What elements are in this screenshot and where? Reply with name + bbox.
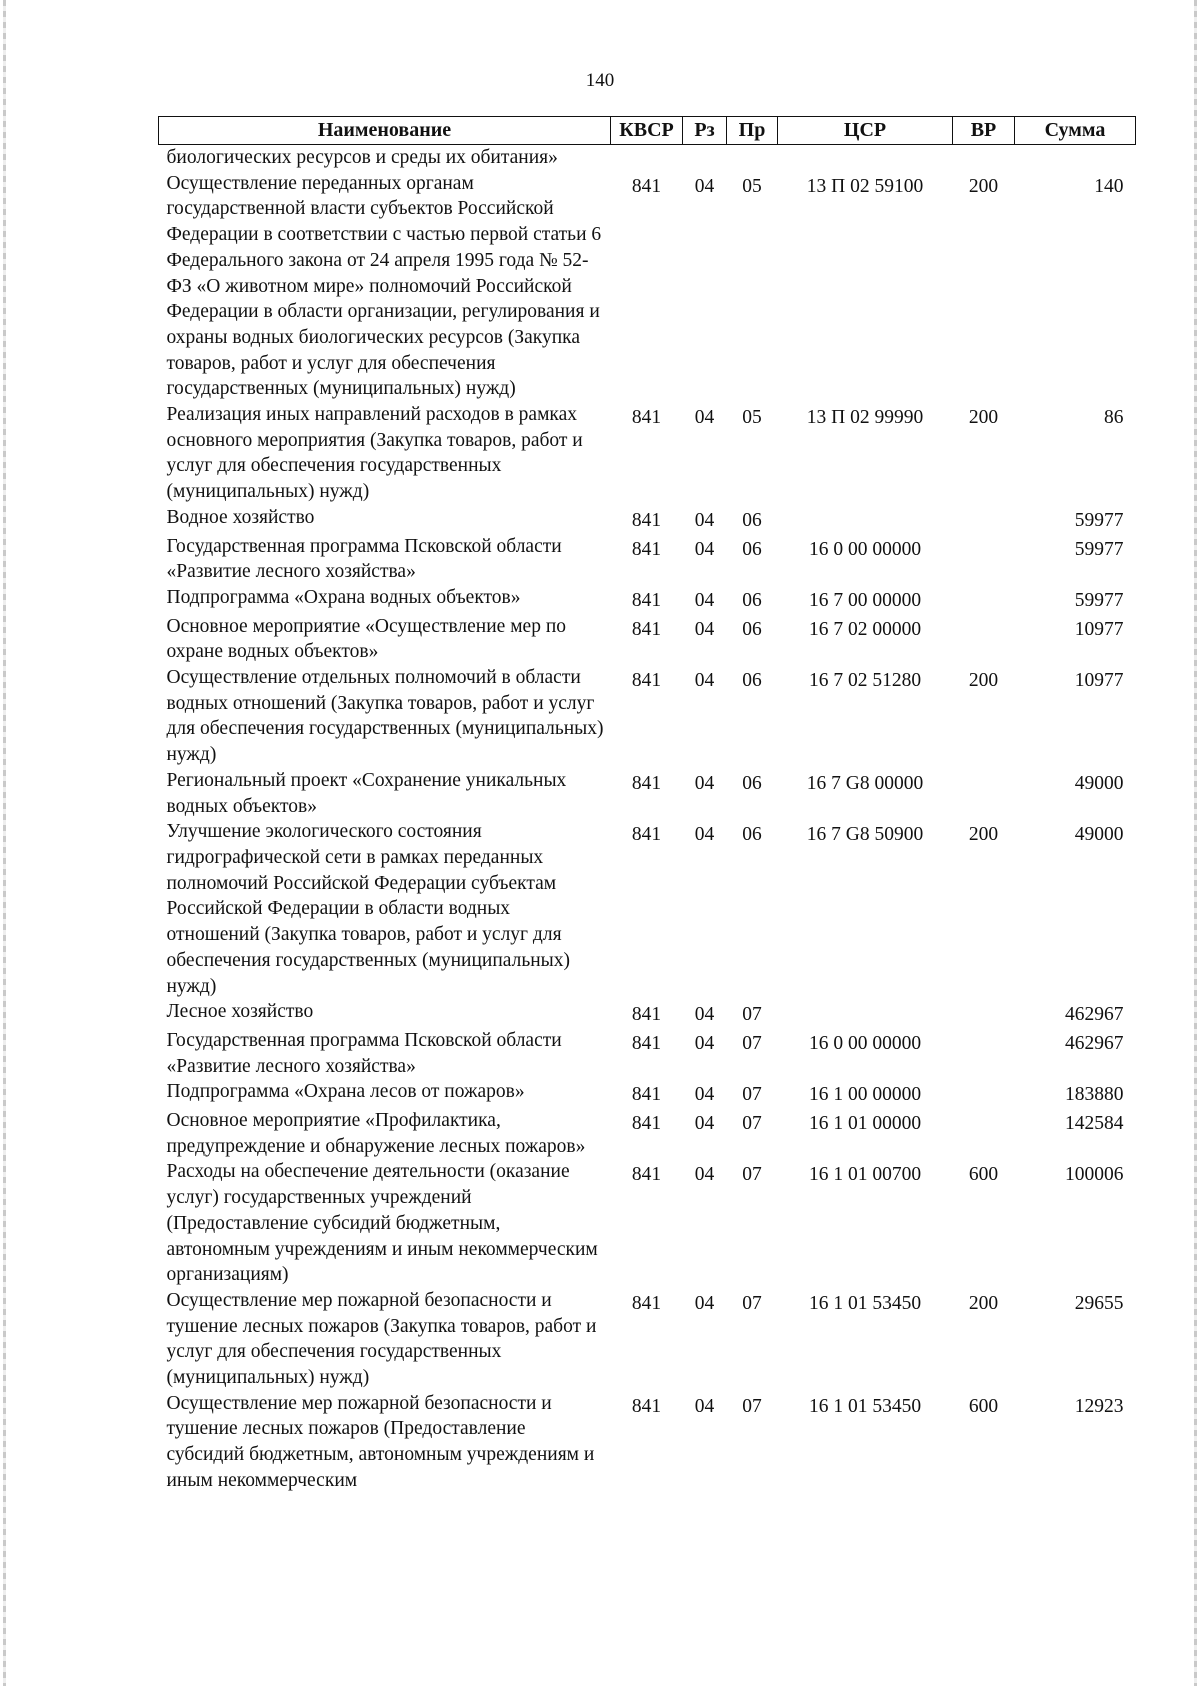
cell-kvsr: 841 xyxy=(631,618,662,640)
cell-kvsr: 841 xyxy=(631,670,662,692)
table-row xyxy=(159,768,1136,819)
cell-name: Основное мероприятие «Профилактика, предупреждение и обнаружение лесных пожаров» xyxy=(166,1110,586,1157)
table-row xyxy=(159,1079,1136,1108)
cell-csr: 13 П 02 99990 xyxy=(806,407,924,429)
cell-pr xyxy=(727,145,778,171)
cell-name: Лесное хозяйство xyxy=(166,1001,314,1023)
cell-vr: 200 xyxy=(968,175,999,197)
cell-vr xyxy=(953,1108,1015,1159)
header-vr: ВР xyxy=(953,117,1015,145)
cell-kvsr: 841 xyxy=(631,1292,662,1314)
cell-pr: 05 xyxy=(742,175,762,197)
cell-kvsr: 841 xyxy=(631,772,662,794)
cell-rz: 04 xyxy=(694,670,715,692)
cell-kvsr: 841 xyxy=(631,824,662,846)
table-row xyxy=(159,1159,1136,1288)
scan-edge-left xyxy=(3,0,6,1686)
cell-name: Улучшение экологического состояния гидрографической сети в рамках переданных полномочий Российской Федерации субъектам Российской Федерации в области водных отношений (Закупка товаров, работ и услуг для обеспечения государственных (муниципальных) нужд) xyxy=(166,821,571,997)
cell-kvsr: 841 xyxy=(631,1004,662,1026)
cell-pr: 05 xyxy=(742,407,762,429)
cell-name: Государственная программа Псковской области «Развитие лесного хозяйства» xyxy=(166,535,562,583)
cell-kvsr: 841 xyxy=(631,589,662,611)
cell-sum: 10977 xyxy=(1074,618,1124,640)
cell-sum: 140 xyxy=(1094,175,1124,197)
table-row xyxy=(159,614,1136,665)
cell-sum: 49000 xyxy=(1074,772,1124,794)
cell-sum: 59977 xyxy=(1074,509,1124,531)
cell-rz: 04 xyxy=(694,589,715,611)
cell-pr: 06 xyxy=(742,824,762,846)
table-row xyxy=(159,819,1136,999)
table-row xyxy=(159,505,1136,534)
cell-rz: 04 xyxy=(694,175,715,197)
header-csr: ЦСР xyxy=(778,117,953,145)
cell-name: Водное хозяйство xyxy=(166,506,315,528)
cell-vr xyxy=(953,999,1015,1028)
cell-vr: 200 xyxy=(968,824,999,846)
cell-rz xyxy=(683,145,727,171)
cell-rz: 04 xyxy=(694,1164,715,1186)
cell-rz: 04 xyxy=(694,509,715,531)
header-sum: Сумма xyxy=(1015,117,1136,145)
cell-name: Подпрограмма «Охрана водных объектов» xyxy=(166,586,521,608)
cell-pr: 06 xyxy=(742,772,762,794)
cell-name: Государственная программа Псковской области «Развитие лесного хозяйства» xyxy=(166,1029,562,1077)
cell-csr xyxy=(778,999,953,1028)
cell-csr: 16 7 02 51280 xyxy=(808,670,922,692)
cell-vr xyxy=(953,1079,1015,1108)
cell-csr: 16 7 G8 00000 xyxy=(806,772,924,794)
cell-kvsr: 841 xyxy=(631,1113,662,1135)
cell-vr xyxy=(953,145,1015,171)
cell-rz: 04 xyxy=(694,407,715,429)
cell-name: Подпрограмма «Охрана лесов от пожаров» xyxy=(166,1081,525,1103)
cell-pr: 07 xyxy=(742,1004,762,1026)
cell-vr xyxy=(953,585,1015,614)
cell-pr: 07 xyxy=(742,1395,762,1417)
cell-csr xyxy=(778,145,953,171)
table-row xyxy=(159,665,1136,768)
cell-kvsr: 841 xyxy=(631,1395,662,1417)
cell-csr: 16 0 00 00000 xyxy=(808,538,922,560)
header-rz: Рз xyxy=(683,117,727,145)
cell-pr: 06 xyxy=(742,670,762,692)
cell-rz: 04 xyxy=(694,1113,715,1135)
cell-pr: 06 xyxy=(742,618,762,640)
cell-vr: 200 xyxy=(968,1292,999,1314)
cell-csr: 13 П 02 59100 xyxy=(806,175,924,197)
cell-name: Осуществление мер пожарной безопасности и тушение лесных пожаров (Предоставление субсидий бюджетным, автономным учреждениям и иным некоммерческим xyxy=(166,1392,595,1491)
cell-sum: 183880 xyxy=(1065,1084,1124,1106)
cell-kvsr: 841 xyxy=(631,1084,662,1106)
budget-table xyxy=(158,116,1136,1494)
cell-vr: 200 xyxy=(968,407,999,429)
cell-sum: 462967 xyxy=(1065,1004,1124,1026)
cell-rz: 04 xyxy=(694,618,715,640)
cell-vr xyxy=(953,1028,1015,1079)
table-row xyxy=(159,145,1136,171)
cell-csr: 16 1 00 00000 xyxy=(808,1084,922,1106)
cell-sum: 100006 xyxy=(1065,1164,1124,1186)
cell-name: Основное мероприятие «Осуществление мер по охране водных объектов» xyxy=(166,615,567,663)
cell-rz: 04 xyxy=(694,772,715,794)
cell-csr: 16 1 01 53450 xyxy=(808,1292,922,1314)
cell-name: Осуществление переданных органам государственной власти субъектов Российской Федерации в соответствии с частью первой статьи 6 Федерального закона от 24 апреля 1995 года № 52-ФЗ «О животном мире» полномочий Российской Федерации в области организации, регулирования и охраны водных биологических ресурсов (Закупка товаров, работ и услуг для обеспечения государственных (муниципальных) нужд) xyxy=(166,172,602,400)
cell-pr: 07 xyxy=(742,1164,762,1186)
cell-kvsr xyxy=(611,145,683,171)
cell-sum xyxy=(1015,145,1136,171)
cell-vr xyxy=(953,614,1015,665)
cell-sum: 462967 xyxy=(1065,1032,1124,1054)
cell-pr: 06 xyxy=(742,538,762,560)
cell-pr: 07 xyxy=(742,1113,762,1135)
cell-pr: 07 xyxy=(742,1084,762,1106)
cell-sum: 12923 xyxy=(1074,1395,1124,1417)
cell-vr: 200 xyxy=(968,670,999,692)
cell-pr: 06 xyxy=(742,509,762,531)
cell-kvsr: 841 xyxy=(631,538,662,560)
table-row xyxy=(159,999,1136,1028)
cell-kvsr: 841 xyxy=(631,1164,662,1186)
header-pr: Пр xyxy=(727,117,778,145)
table-body xyxy=(159,145,1136,1494)
header-name: Наименование xyxy=(159,117,611,145)
cell-vr: 600 xyxy=(968,1395,999,1417)
cell-sum: 10977 xyxy=(1074,670,1124,692)
table-row xyxy=(159,402,1136,505)
cell-rz: 04 xyxy=(694,538,715,560)
cell-kvsr: 841 xyxy=(631,509,662,531)
header-kvsr: КВСР xyxy=(611,117,683,145)
cell-sum: 86 xyxy=(1104,407,1124,429)
cell-vr: 600 xyxy=(968,1164,999,1186)
cell-vr xyxy=(953,505,1015,534)
page-number: 140 xyxy=(585,70,615,91)
table-row xyxy=(159,1391,1136,1494)
cell-name: Осуществление мер пожарной безопасности и тушение лесных пожаров (Закупка товаров, работ и услуг для обеспечения государственных (муниципальных) нужд) xyxy=(166,1289,597,1389)
cell-sum: 49000 xyxy=(1074,824,1124,846)
cell-name: Реализация иных направлений расходов в рамках основного мероприятия (Закупка товаров, работ и услуг для обеспечения государственных (муниципальных) нужд) xyxy=(166,404,583,503)
cell-csr: 16 7 G8 50900 xyxy=(806,824,924,846)
cell-rz: 04 xyxy=(694,1395,715,1417)
cell-csr xyxy=(778,505,953,534)
cell-rz: 04 xyxy=(694,824,715,846)
table-row xyxy=(159,1028,1136,1079)
cell-name: Осуществление отдельных полномочий в области водных отношений (Закупка товаров, работ и услуг для обеспечения государственных (муниципальных) нужд) xyxy=(166,667,604,766)
cell-csr: 16 0 00 00000 xyxy=(808,1032,922,1054)
cell-name: Региональный проект «Сохранение уникальных водных объектов» xyxy=(166,769,567,817)
cell-name: Расходы на обеспечение деятельности (оказание услуг) государственных учреждений (Предоставление субсидий бюджетным, автономным учреждениям и иным некоммерческим организациям) xyxy=(166,1161,598,1286)
table-row xyxy=(159,585,1136,614)
table-row xyxy=(159,1108,1136,1159)
cell-vr xyxy=(953,534,1015,585)
cell-kvsr: 841 xyxy=(631,407,662,429)
scan-edge-right xyxy=(1194,0,1197,1686)
cell-name: биологических ресурсов и среды их обитания» xyxy=(166,147,558,168)
cell-csr: 16 7 00 00000 xyxy=(808,589,922,611)
cell-pr: 07 xyxy=(742,1032,762,1054)
cell-kvsr: 841 xyxy=(631,1032,662,1054)
cell-rz: 04 xyxy=(694,1032,715,1054)
table-row xyxy=(159,1288,1136,1391)
cell-sum: 59977 xyxy=(1074,589,1124,611)
cell-rz: 04 xyxy=(694,1004,715,1026)
cell-csr: 16 1 01 53450 xyxy=(808,1395,922,1417)
cell-kvsr: 841 xyxy=(631,175,662,197)
table-row xyxy=(159,534,1136,585)
cell-vr xyxy=(953,768,1015,819)
table-header-row xyxy=(159,117,1136,145)
cell-sum: 29655 xyxy=(1074,1292,1124,1314)
cell-csr: 16 1 01 00000 xyxy=(808,1113,922,1135)
table-row xyxy=(159,171,1136,402)
cell-sum: 59977 xyxy=(1074,538,1124,560)
cell-sum: 142584 xyxy=(1065,1113,1124,1135)
cell-csr: 16 1 01 00700 xyxy=(808,1164,922,1186)
cell-rz: 04 xyxy=(694,1084,715,1106)
cell-pr: 07 xyxy=(742,1292,762,1314)
cell-rz: 04 xyxy=(694,1292,715,1314)
cell-csr: 16 7 02 00000 xyxy=(808,618,922,640)
cell-pr: 06 xyxy=(742,589,762,611)
